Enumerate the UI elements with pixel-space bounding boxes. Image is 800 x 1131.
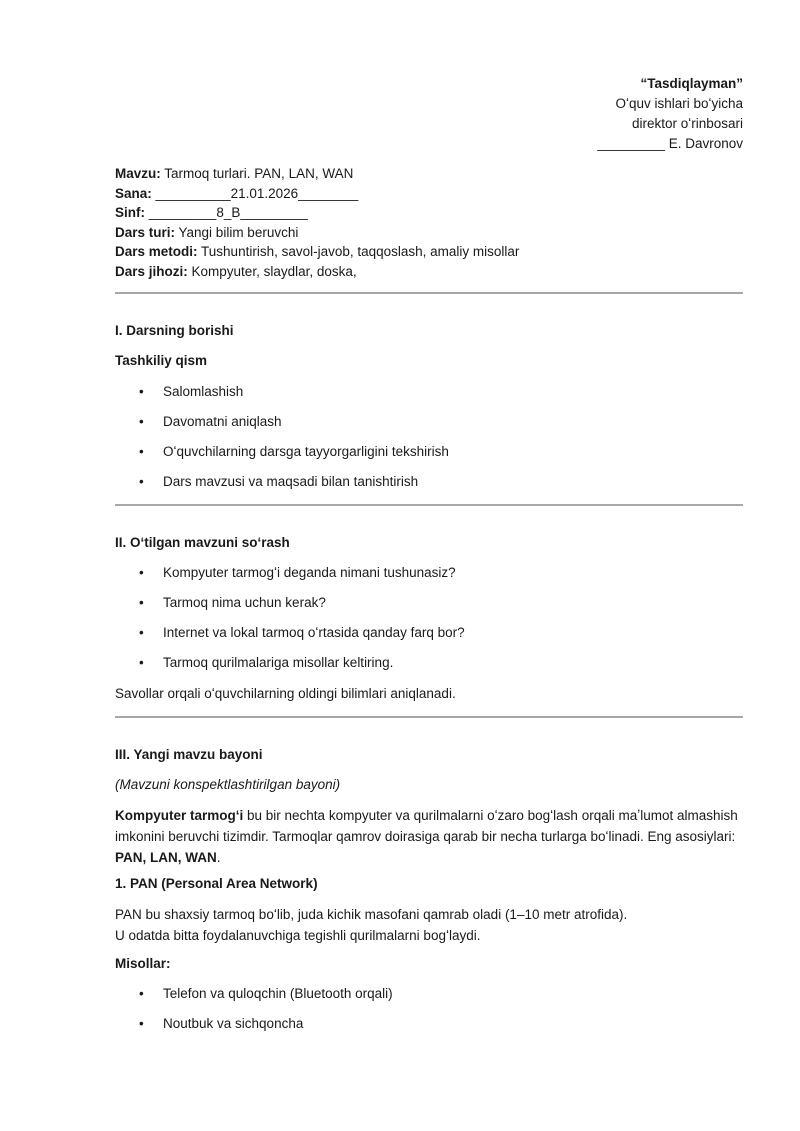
document-page: “Tasdiqlayman” Oʻquv ishlari boʻyicha direktor oʻrinbosari _________ E. Davronov Mavzu: Tarmoq turlari. PAN, LAN, WAN Sana: __________21.01.2026________ Sinf: _________8_B_________ Dars turi: Yangi bilim beruvchi Dars metodi: Tushuntirish, savol-javob, taqqoslash, amaliy misollar Dars jihozi: Kompyuter, slaydlar, doska, I. Darsning borishi Tashkiliy qism • Salomlashish • Davomatni aniqlash • Oʻquvchilarning darsga tayyorgarligini tekshirish • Dars mavzusi va maqsadi bilan tanishtirish II. Oʻtilgan mavzuni soʻrash • Kompyuter tarmogʻi deganda nimani tushunasiz? • Tarmoq nima uchun kerak? • Internet va lokal tarmoq oʻrtasida qanday farq bor? • Tarmoq qurilmalariga misollar keltiring. Savollar orqali oʻquvchilarning oldingi bilimlari aniqlanadi. III. Yangi mavzu bayoni (Mavzuni konspektlashtirilgan bayoni) Kompyuter tarmogʻi bu bir nechta kompyuter va qurilmalarni oʻzaro bogʻlash orqali maʼlumot almashish imkonini beruvchi tizimdir. Tarmoqlar qamrov doirasiga qarab bir necha turlarga boʻlinadi. Eng asosiylari: PAN, LAN, WAN. 1. PAN (Personal Area Network) PAN bu shaxsiy tarmoq boʻlib, juda kichik masofani qamrab oladi (1–10 metr atrofida). U odatda bitta foydalanuvchiga tegishli qurilmalarni bogʻlaydi. Misollar: • Telefon va quloqchin (Bluetooth orqali) • Noutbuk va sichqoncha [115, 76, 743, 1031]
pan-description: PAN bu shaxsiy tarmoq boʻlib, juda kichik masofani qamrab oladi (1–10 metr atrofida). U odatda bitta foydalanuvchiga tegishli qurilmalarni bogʻlaydi. [115, 907, 628, 943]
meta-equipment: Dars jihozi: Kompyuter, slaydlar, doska, [115, 263, 357, 279]
pan-heading: 1. PAN (Personal Area Network) [115, 876, 318, 891]
approval-title: “Tasdiqlayman” [640, 76, 743, 91]
meta-type: Dars turi: Yangi bilim beruvchi [115, 224, 299, 240]
section1-subheading: Tashkiliy qism [115, 353, 208, 368]
section3-intro: Kompyuter tarmogʻi bu bir nechta kompyuter va qurilmalarni oʻzaro bogʻlash orqali maʼlumot almashish imkonini beruvchi tizimdir. Tarmoqlar qamrov doirasiga qarab bir necha turlarga boʻlinadi. Eng asosiylari: PAN, LAN, WAN. [115, 808, 738, 865]
section2-summary: Savollar orqali oʻquvchilarning oldingi bilimlari aniqlanadi. [115, 686, 456, 701]
examples-label: Misollar: [115, 956, 171, 971]
meta-method: Dars metodi: Tushuntirish, savol-javob, taqqoslash, amaliy misollar [115, 244, 520, 260]
approval-block [597, 74, 743, 154]
section3-note: (Mavzuni konspektlashtirilgan bayoni) [115, 777, 341, 792]
meta-class: Sinf: _________8_B_________ [115, 205, 308, 221]
divider [115, 504, 743, 506]
approval-line-role: direktor oʻrinbosari [631, 116, 743, 131]
lesson-meta [115, 164, 743, 282]
approval-line-position: Oʻquv ishlari boʻyicha [615, 96, 743, 111]
meta-date: Sana: __________21.01.2026________ [115, 185, 359, 201]
divider [115, 292, 743, 294]
section3-heading: III. Yangi mavzu bayoni [115, 747, 263, 762]
section2-heading: II. Oʻtilgan mavzuni soʻrash [115, 535, 290, 550]
approval-signature-line: _________ E. Davronov [597, 136, 743, 151]
meta-topic: Mavzu: Tarmoq turlari. PAN, LAN, WAN [115, 166, 354, 181]
divider [115, 716, 743, 718]
section1-heading: I. Darsning borishi [115, 323, 234, 338]
